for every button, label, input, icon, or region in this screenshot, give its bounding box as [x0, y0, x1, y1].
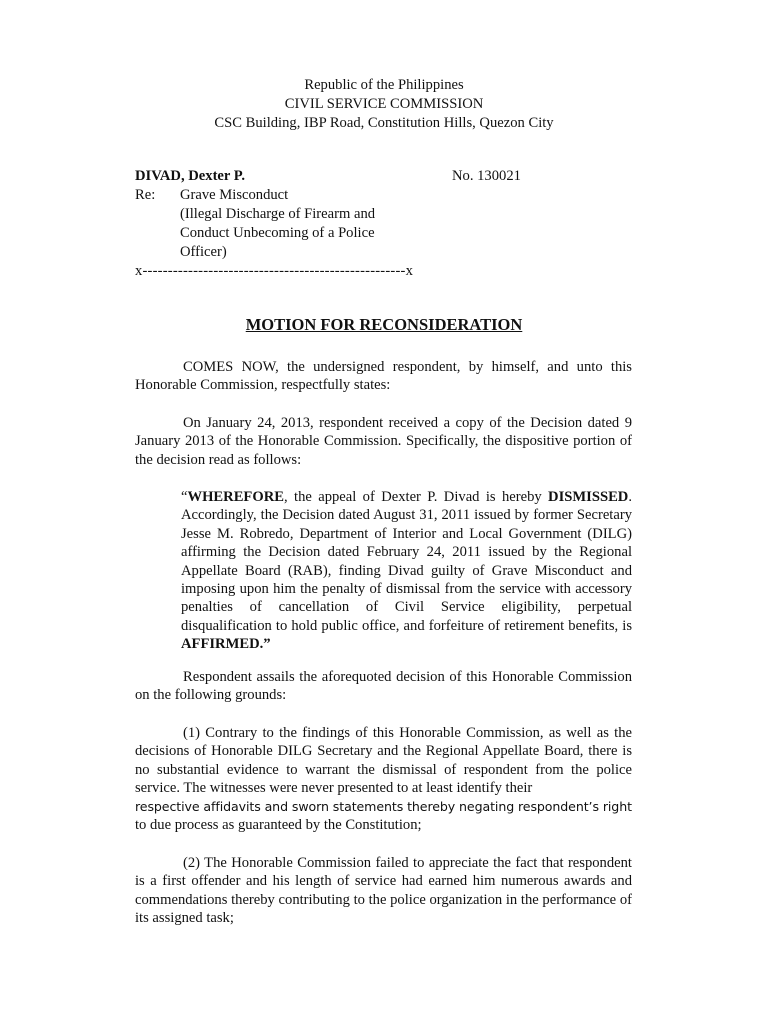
- header-country: Republic of the Philippines: [304, 77, 464, 93]
- quote-text-1: , the appeal of Dexter P. Divad is hereby: [283, 489, 549, 505]
- re-label: Re:: [135, 187, 156, 203]
- header-agency: CIVIL SERVICE COMMISSION: [284, 96, 484, 112]
- re-detail-line1: (Illegal Discharge of Firearm and: [180, 206, 376, 222]
- respondent-name: DIVAD, Dexter P.: [135, 168, 245, 184]
- quote-wherefore: WHEREFORE: [187, 489, 284, 505]
- paragraph-received-decision: On January 24, 2013, respondent received a copy of the Decision dated 9 January 2013 of the Honorable Commission. Specifically, the dispositive portion of the decision read as follows:: [135, 415, 632, 468]
- paragraph-grounds-intro: Respondent assails the aforequoted decision of this Honorable Commission on the following grounds:: [135, 669, 632, 704]
- ground-one-due-process-line: to due process as guaranteed by the Constitution;: [135, 817, 422, 834]
- paragraph-comes-now: COMES NOW, the undersigned respondent, by himself, and unto this Honorable Commission, respectfully states:: [135, 359, 632, 394]
- quote-dismissed: DISMISSED: [548, 489, 629, 505]
- header-address: CSC Building, IBP Road, Constitution Hills, Quezon City: [214, 115, 554, 131]
- re-detail-line3: Officer): [180, 244, 227, 260]
- quote-affirmed: AFFIRMED.”: [181, 636, 271, 653]
- caption-separator: x----------------------------------------------------x: [135, 263, 414, 279]
- quote-text-2: . Accordingly, the Decision dated August 31, 2011 issued by former Secretary Jesse M. Robredo, Department of Interior and Local Government (DILG) affirming the Decision dated February 24, 2011 issued by the Regional Appellate Board (RAB), finding Divad guilty of Grave Misconduct and imposing upon him the penalty of dismissal from the service with accessory penalties of cancellation of Civil Service eligibility, perpetual disqualification to hold public office, and forfeiture of retirement benefits, is: [181, 489, 632, 634]
- case-number: No. 130021: [452, 168, 521, 184]
- re-offense: Grave Misconduct: [180, 187, 289, 203]
- ground-two: (2) The Honorable Commission failed to appreciate the fact that respondent is a first offender and his length of service had earned him numerous awards and commendations thereby contributing to the police organization in the performance of its assigned task;: [135, 855, 632, 927]
- quoted-dispositive-portion: [181, 488, 632, 654]
- document-title: MOTION FOR RECONSIDERATION: [245, 315, 523, 334]
- ground-one-affidavit-line: respective affidavits and sworn statements thereby negating respondent’s right: [135, 798, 632, 814]
- ground-one: [135, 724, 632, 834]
- quote-open-mark: “: [181, 489, 188, 505]
- re-detail-line2: Conduct Unbecoming of a Police: [180, 225, 375, 241]
- ground-one-text: (1) Contrary to the findings of this Honorable Commission, as well as the decisions of Honorable DILG Secretary and the Regional Appellate Board, there is no substantial evidence to warrant the dismissal of respondent from the police service. The witnesses were never presented to at least identify their: [135, 725, 632, 797]
